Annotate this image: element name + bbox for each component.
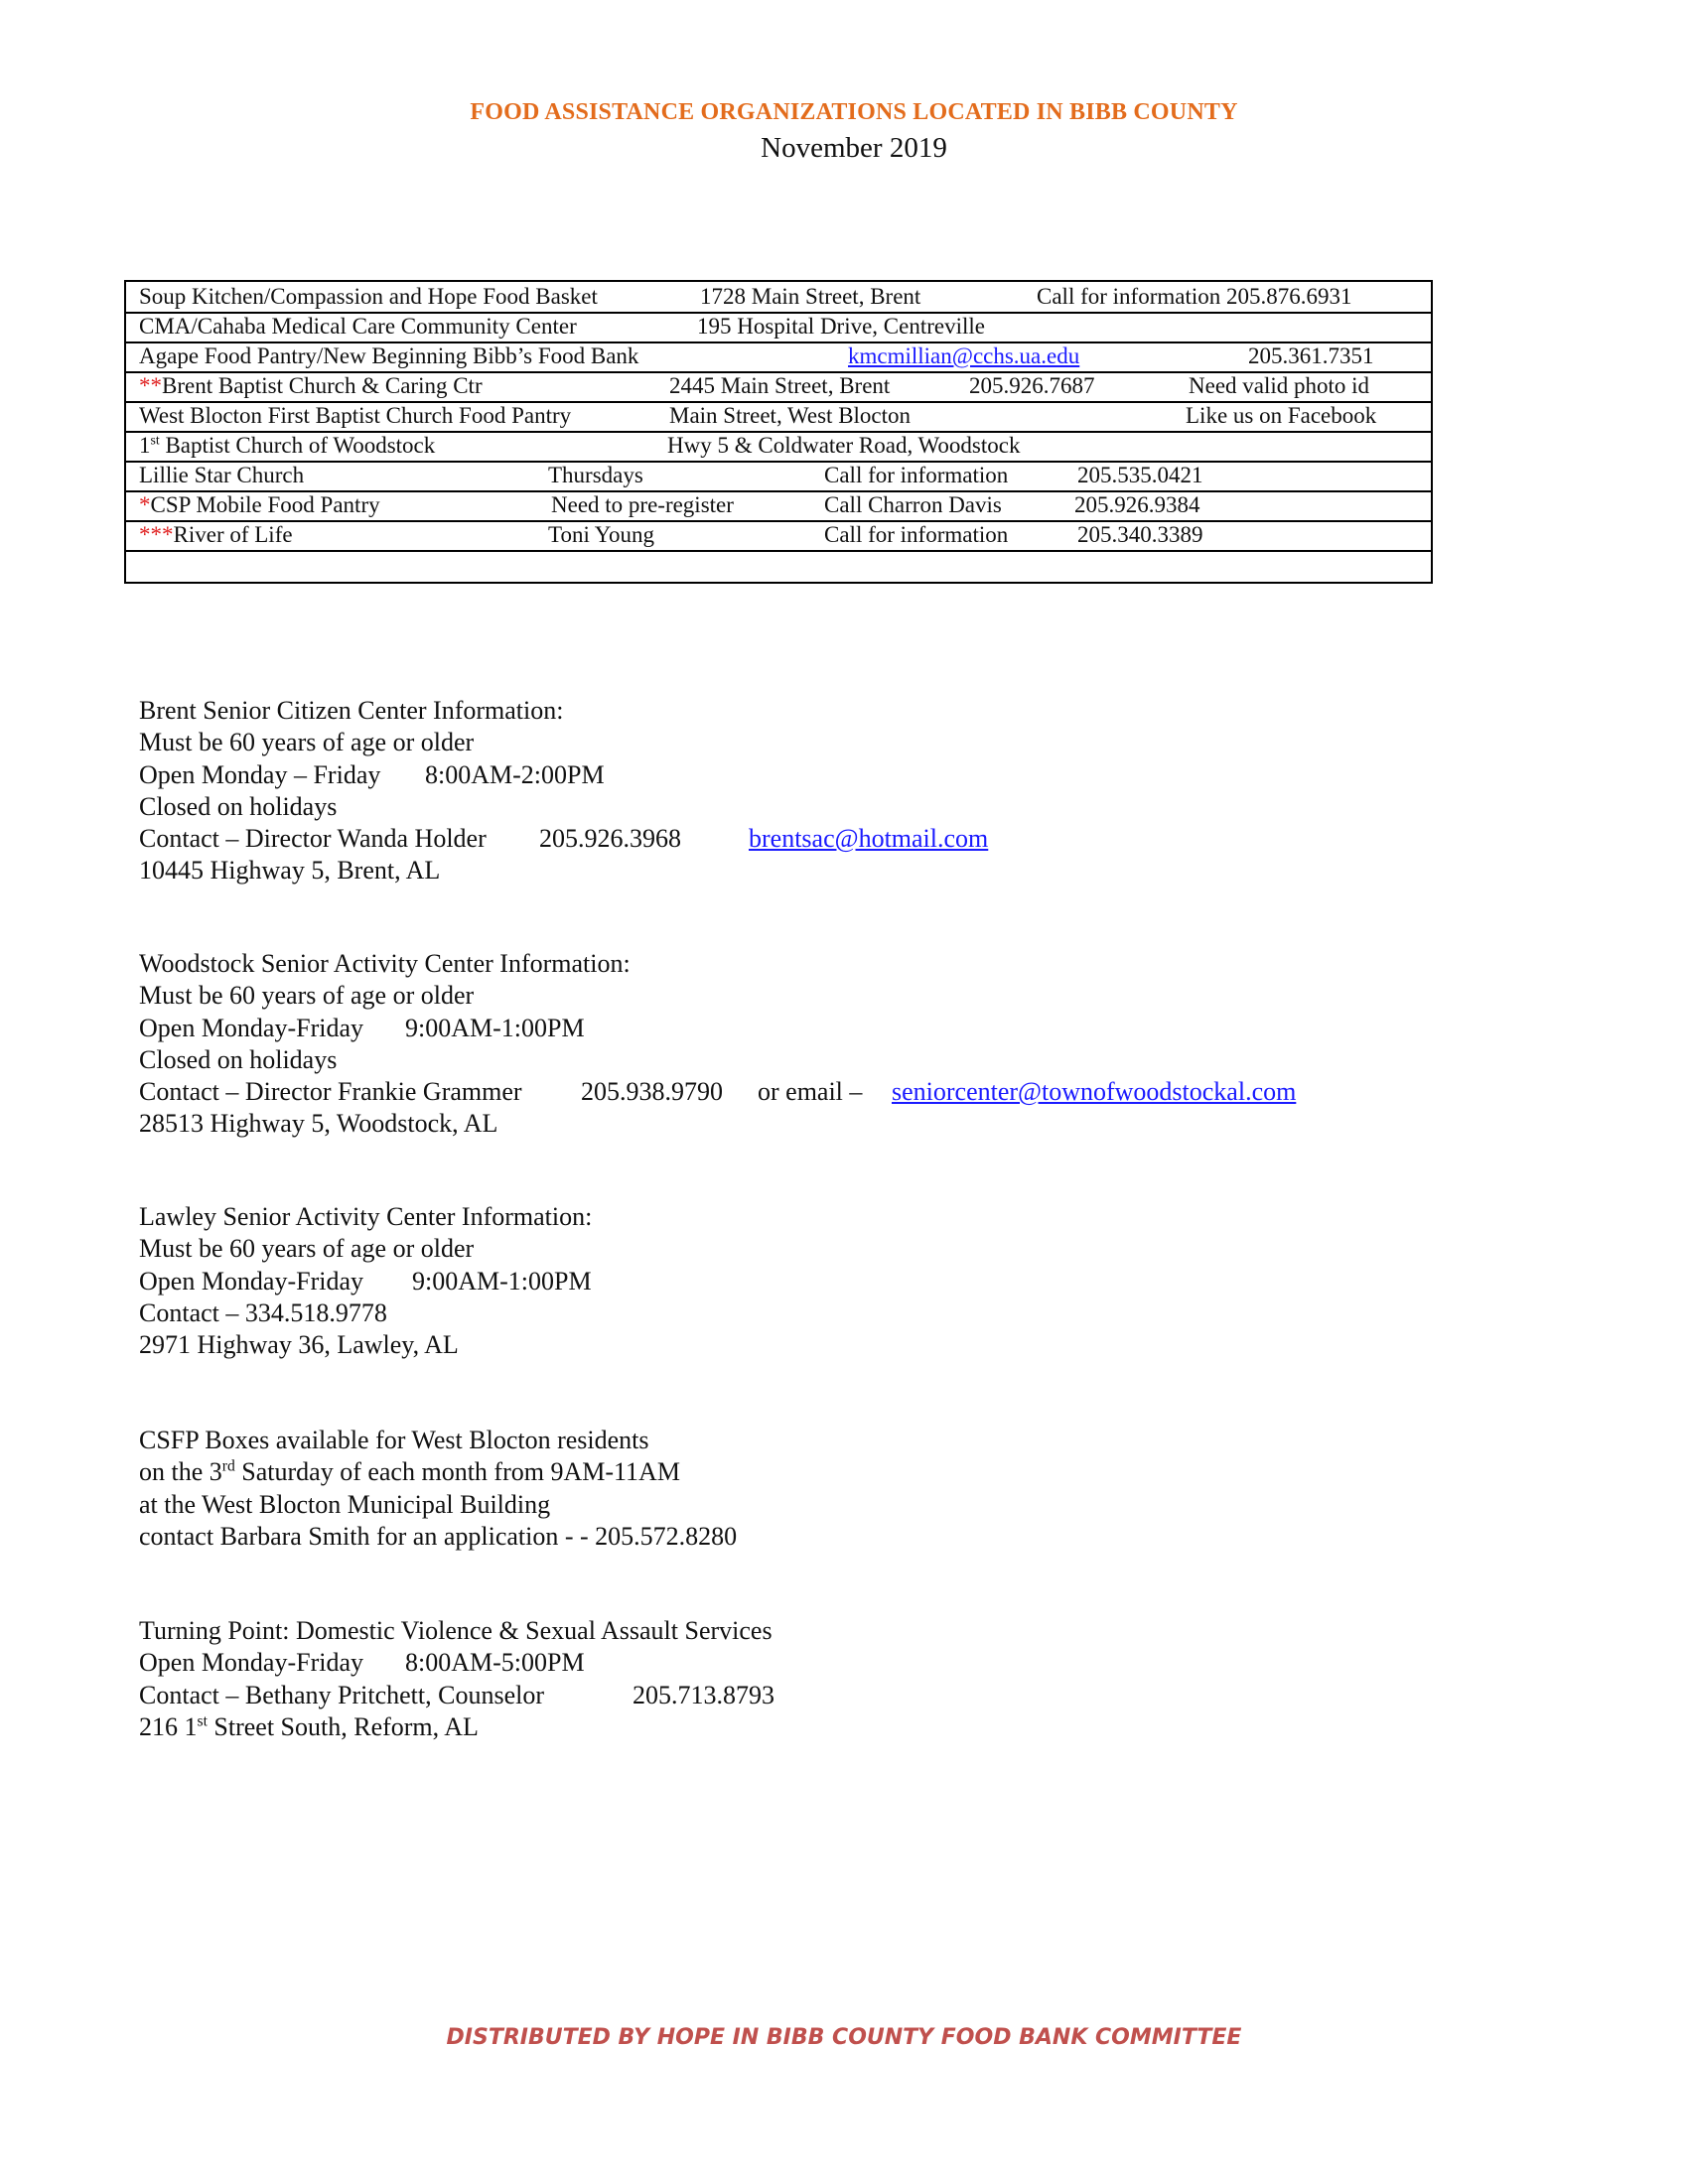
org-name: CMA/Cahaba Medical Care Community Center — [139, 314, 577, 339]
age-requirement: Must be 60 years of age or older — [139, 728, 475, 757]
holiday-notice: Closed on holidays — [139, 791, 338, 821]
table-row — [126, 490, 1431, 522]
ordinal-suffix: st — [197, 1712, 208, 1730]
address-text: Street South, Reform, AL — [207, 1711, 479, 1741]
hours-label: Open Monday-Friday — [139, 1266, 364, 1296]
org-name: West Blocton First Baptist Church Food Pantry — [139, 403, 572, 428]
org-name-line — [139, 433, 435, 459]
csfp-boxes — [139, 1425, 737, 1553]
org-info: Call for information — [824, 463, 1009, 487]
org-name: Soup Kitchen/Compassion and Hope Food Basket — [139, 284, 598, 309]
org-email-link[interactable]: kmcmillian@cchs.ua.edu — [848, 343, 1080, 368]
contact-name: Contact – Director Frankie Grammer — [139, 1077, 522, 1107]
org-phone: 205.361.7351 — [1248, 343, 1374, 368]
org-contact: Call Charron Davis — [824, 492, 1002, 517]
org-name: River of Life — [173, 522, 293, 547]
contact-phone: 205.713.8793 — [633, 1680, 774, 1709]
table-row — [126, 282, 1431, 314]
org-info: Call for information 205.876.6931 — [1037, 284, 1352, 309]
age-requirement: Must be 60 years of age or older — [139, 981, 475, 1011]
csfp-contact: contact Barbara Smith for an application - - 205.572.8280 — [139, 1521, 738, 1551]
footer-distribution-note: DISTRIBUTED BY HOPE IN BIBB COUNTY FOOD BANK COMMITTEE — [446, 2025, 1242, 2050]
org-name: Lillie Star Church — [139, 463, 305, 487]
holiday-notice: Closed on holidays — [139, 1044, 338, 1074]
org-requirement: Need to pre-register — [551, 492, 734, 517]
brent-senior-center — [139, 695, 989, 887]
csfp-schedule — [139, 1456, 737, 1488]
table-row — [126, 371, 1431, 403]
hours-value: 8:00AM-2:00PM — [425, 759, 605, 789]
asterisk-marker: * — [139, 492, 151, 517]
org-address: Hwy 5 & Coldwater Road, Woodstock — [667, 433, 1021, 458]
hours-label: Open Monday – Friday — [139, 759, 381, 789]
email-link[interactable]: brentsac@hotmail.com — [749, 824, 989, 854]
contact-line — [139, 1680, 773, 1711]
org-info: Like us on Facebook — [1186, 403, 1377, 428]
table-row — [126, 312, 1431, 343]
ordinal-suffix: rd — [221, 1457, 235, 1475]
contact-name: Contact – Director Wanda Holder — [139, 824, 487, 854]
lawley-senior-center — [139, 1201, 592, 1361]
org-contact: Toni Young — [548, 522, 655, 547]
hours-value: 9:00AM-1:00PM — [405, 1013, 585, 1042]
org-schedule: Thursdays — [548, 463, 643, 487]
org-name-line — [139, 492, 380, 518]
schedule-text: on the 3 — [139, 1457, 222, 1487]
hours-line — [139, 1013, 631, 1044]
asterisk-marker: ** — [139, 373, 162, 398]
address: 28513 Highway 5, Woodstock, AL — [139, 1109, 498, 1139]
section-heading: Lawley Senior Activity Center Information: — [139, 1202, 593, 1231]
org-name-line — [139, 373, 483, 399]
org-name: Agape Food Pantry/New Beginning Bibb’s Food Bank — [139, 343, 639, 368]
org-address: 195 Hospital Drive, Centreville — [697, 314, 985, 339]
address-text: 216 1 — [139, 1711, 198, 1741]
org-phone: 205.535.0421 — [1077, 463, 1203, 487]
address: 10445 Highway 5, Brent, AL — [139, 856, 441, 886]
csfp-location: at the West Blocton Municipal Building — [139, 1489, 551, 1519]
turning-point — [139, 1615, 773, 1743]
ordinal-number: 1 — [139, 433, 151, 458]
document-title: FOOD ASSISTANCE ORGANIZATIONS LOCATED IN BIBB COUNTY — [470, 99, 1238, 125]
table-row — [126, 401, 1431, 433]
table-row — [126, 520, 1431, 552]
table-row — [126, 341, 1431, 373]
asterisk-marker: *** — [139, 522, 174, 547]
org-name-line — [139, 522, 293, 548]
hours-value: 8:00AM-5:00PM — [405, 1648, 585, 1678]
ordinal-suffix: st — [150, 432, 160, 448]
org-address: 2445 Main Street, Brent — [669, 373, 891, 398]
schedule-text: Saturday of each month from 9AM-11AM — [234, 1457, 680, 1487]
address — [139, 1711, 773, 1743]
table-row-empty — [126, 550, 1431, 580]
org-phone: 205.340.3389 — [1077, 522, 1203, 547]
hours-line — [139, 1266, 592, 1297]
section-heading: Brent Senior Citizen Center Information: — [139, 696, 564, 725]
org-address: Main Street, West Blocton — [669, 403, 912, 428]
csfp-line: CSFP Boxes available for West Blocton residents — [139, 1426, 649, 1454]
section-heading: Turning Point: Domestic Violence & Sexual Assault Services — [139, 1616, 773, 1645]
or-email-label: or email – — [758, 1077, 863, 1107]
table-row — [126, 461, 1431, 492]
org-name: CSP Mobile Food Pantry — [150, 492, 380, 517]
contact-phone: 205.926.3968 — [539, 824, 681, 854]
org-phone: 205.926.7687 — [969, 373, 1095, 398]
contact-line: Contact – 334.518.9778 — [139, 1297, 387, 1327]
email-link[interactable]: seniorcenter@townofwoodstockal.com — [892, 1077, 1297, 1107]
org-name: Brent Baptist Church & Caring Ctr — [162, 373, 483, 398]
contact-line — [139, 823, 989, 855]
hours-line — [139, 759, 605, 791]
org-phone: 205.926.9384 — [1074, 492, 1200, 517]
section-heading: Woodstock Senior Activity Center Information: — [139, 949, 631, 978]
org-name: Baptist Church of Woodstock — [159, 433, 436, 458]
document-date: November 2019 — [761, 132, 947, 164]
org-info: Call for information — [824, 522, 1009, 547]
org-requirement: Need valid photo id — [1189, 373, 1370, 398]
contact-phone: 205.938.9790 — [581, 1077, 723, 1107]
woodstock-senior-center — [139, 948, 1297, 1141]
contact-name: Contact – Bethany Pritchett, Counselor — [139, 1680, 544, 1709]
org-address: 1728 Main Street, Brent — [700, 284, 921, 309]
address: 2971 Highway 36, Lawley, AL — [139, 1330, 459, 1360]
hours-value: 9:00AM-1:00PM — [412, 1266, 592, 1296]
hours-line — [139, 1647, 773, 1679]
organizations-table — [124, 280, 1433, 584]
hours-label: Open Monday-Friday — [139, 1013, 364, 1042]
age-requirement: Must be 60 years of age or older — [139, 1234, 475, 1264]
contact-line — [139, 1076, 1297, 1108]
table-row — [126, 431, 1431, 463]
hours-label: Open Monday-Friday — [139, 1648, 364, 1678]
